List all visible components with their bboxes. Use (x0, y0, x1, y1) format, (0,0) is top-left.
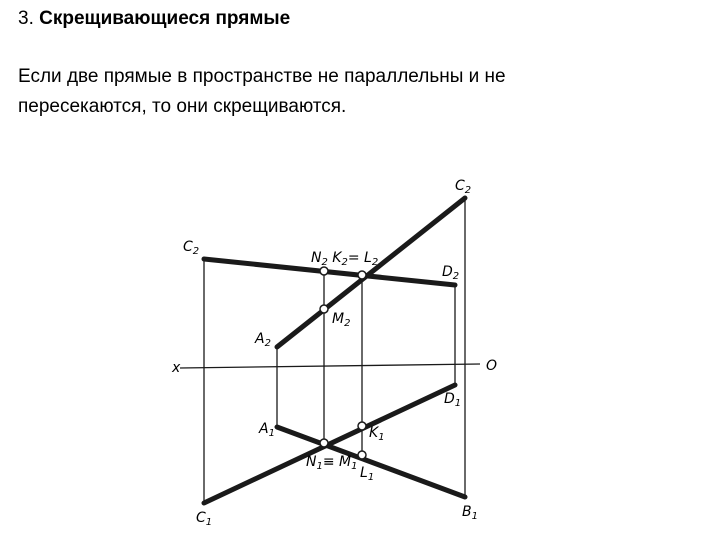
label-d2: $D_2$ (442, 264, 460, 282)
title-number: 3. (18, 8, 34, 29)
axis-x-o (180, 364, 480, 368)
label-n2-k2-l2: $N_2$ $K_2= L_2$ (311, 250, 379, 268)
label-k1: $K_1$ (369, 425, 385, 443)
body-line-1: Если две прямые в пространстве не параллельны и не (18, 66, 506, 87)
line-a2-c2top (277, 198, 465, 347)
point-m2 (320, 305, 328, 313)
point-n2 (320, 267, 328, 275)
label-c2-top: $C_2$ (455, 178, 472, 196)
label-m2: $M_2$ (332, 311, 351, 329)
label-a2: $A_2$ (255, 331, 271, 349)
label-c2-left: $C_2$ (183, 239, 200, 257)
point-k1 (358, 422, 366, 430)
label-x-axis: x (172, 360, 181, 376)
title-text: Скрещивающиеся прямые (39, 8, 291, 29)
label-l1: $L_1$ (360, 465, 375, 483)
labels (171, 178, 497, 528)
point-l1 (358, 451, 366, 459)
point-n1 (320, 439, 328, 447)
label-n1-m1: $N_1\equiv M_1$ (306, 454, 358, 472)
label-d1: $D_1$ (444, 391, 462, 409)
label-c1: $C_1$ (196, 510, 213, 528)
body-line-2: пересекаются, то они скрещиваются. (18, 96, 347, 117)
label-b1: $B_1$ (462, 504, 478, 522)
label-o-axis: O (486, 358, 498, 374)
label-a1: $A_1$ (259, 421, 275, 439)
point-l2 (358, 271, 366, 279)
